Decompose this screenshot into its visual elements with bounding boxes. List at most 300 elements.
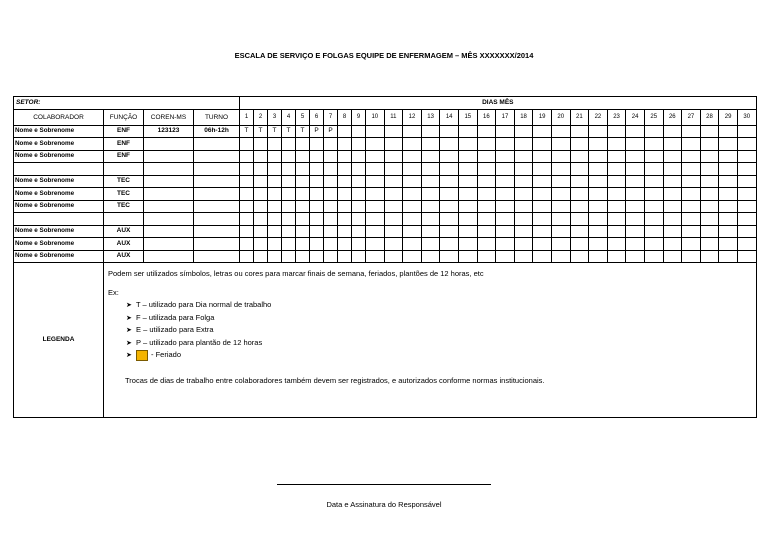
day-cell[interactable] bbox=[282, 225, 296, 238]
day-cell[interactable] bbox=[607, 125, 626, 138]
day-cell[interactable] bbox=[477, 225, 496, 238]
day-cell[interactable] bbox=[551, 213, 570, 226]
day-cell[interactable] bbox=[514, 125, 533, 138]
day-cell[interactable] bbox=[440, 213, 459, 226]
day-cell[interactable] bbox=[644, 188, 663, 201]
day-cell[interactable] bbox=[477, 188, 496, 201]
day-cell[interactable] bbox=[324, 163, 338, 176]
day-cell[interactable] bbox=[421, 175, 440, 188]
day-cell[interactable] bbox=[352, 213, 366, 226]
day-cell[interactable] bbox=[310, 163, 324, 176]
day-cell[interactable] bbox=[496, 250, 515, 263]
day-cell[interactable] bbox=[384, 175, 403, 188]
day-cell[interactable] bbox=[626, 250, 645, 263]
day-cell[interactable] bbox=[324, 188, 338, 201]
day-cell[interactable] bbox=[458, 200, 477, 213]
day-cell[interactable] bbox=[477, 125, 496, 138]
day-cell[interactable] bbox=[338, 138, 352, 151]
day-cell[interactable] bbox=[254, 238, 268, 251]
day-cell[interactable] bbox=[338, 200, 352, 213]
day-cell[interactable]: P bbox=[324, 125, 338, 138]
day-cell[interactable] bbox=[458, 225, 477, 238]
day-cell[interactable] bbox=[324, 175, 338, 188]
day-cell[interactable] bbox=[458, 250, 477, 263]
day-cell[interactable] bbox=[551, 175, 570, 188]
day-cell[interactable] bbox=[626, 150, 645, 163]
day-cell[interactable] bbox=[737, 225, 756, 238]
day-cell[interactable] bbox=[240, 213, 254, 226]
day-cell[interactable] bbox=[477, 163, 496, 176]
day-cell[interactable] bbox=[458, 213, 477, 226]
day-cell[interactable] bbox=[570, 225, 589, 238]
day-cell[interactable] bbox=[366, 175, 385, 188]
day-cell[interactable] bbox=[737, 163, 756, 176]
day-cell[interactable] bbox=[240, 175, 254, 188]
day-cell[interactable] bbox=[352, 200, 366, 213]
day-cell[interactable] bbox=[551, 138, 570, 151]
day-cell[interactable] bbox=[477, 150, 496, 163]
day-cell[interactable] bbox=[644, 213, 663, 226]
day-cell[interactable] bbox=[403, 163, 422, 176]
day-cell[interactable] bbox=[700, 150, 719, 163]
day-cell[interactable] bbox=[310, 138, 324, 151]
day-cell[interactable] bbox=[644, 150, 663, 163]
day-cell[interactable]: T bbox=[282, 125, 296, 138]
day-cell[interactable] bbox=[607, 225, 626, 238]
day-cell[interactable] bbox=[324, 238, 338, 251]
day-cell[interactable] bbox=[682, 150, 701, 163]
day-cell[interactable] bbox=[240, 163, 254, 176]
day-cell[interactable] bbox=[570, 200, 589, 213]
day-cell[interactable] bbox=[440, 138, 459, 151]
day-cell[interactable] bbox=[663, 250, 682, 263]
day-cell[interactable] bbox=[384, 250, 403, 263]
day-cell[interactable] bbox=[352, 175, 366, 188]
day-cell[interactable] bbox=[496, 175, 515, 188]
day-cell[interactable] bbox=[663, 150, 682, 163]
day-cell[interactable] bbox=[737, 188, 756, 201]
day-cell[interactable] bbox=[607, 188, 626, 201]
day-cell[interactable] bbox=[254, 175, 268, 188]
day-cell[interactable]: P bbox=[310, 125, 324, 138]
day-cell[interactable] bbox=[282, 163, 296, 176]
day-cell[interactable] bbox=[384, 138, 403, 151]
day-cell[interactable] bbox=[440, 175, 459, 188]
day-cell[interactable] bbox=[496, 150, 515, 163]
day-cell[interactable] bbox=[533, 250, 552, 263]
day-cell[interactable] bbox=[533, 213, 552, 226]
day-cell[interactable] bbox=[682, 125, 701, 138]
day-cell[interactable] bbox=[719, 188, 738, 201]
day-cell[interactable] bbox=[338, 125, 352, 138]
day-cell[interactable] bbox=[296, 150, 310, 163]
day-cell[interactable] bbox=[626, 188, 645, 201]
day-cell[interactable] bbox=[421, 125, 440, 138]
day-cell[interactable] bbox=[421, 163, 440, 176]
day-cell[interactable] bbox=[338, 163, 352, 176]
day-cell[interactable] bbox=[533, 150, 552, 163]
day-cell[interactable] bbox=[310, 225, 324, 238]
day-cell[interactable] bbox=[663, 125, 682, 138]
day-cell[interactable] bbox=[458, 163, 477, 176]
day-cell[interactable] bbox=[570, 250, 589, 263]
day-cell[interactable] bbox=[551, 225, 570, 238]
day-cell[interactable] bbox=[514, 188, 533, 201]
day-cell[interactable] bbox=[384, 150, 403, 163]
day-cell[interactable] bbox=[352, 238, 366, 251]
day-cell[interactable] bbox=[626, 175, 645, 188]
day-cell[interactable] bbox=[626, 125, 645, 138]
day-cell[interactable] bbox=[338, 175, 352, 188]
day-cell[interactable] bbox=[719, 238, 738, 251]
day-cell[interactable] bbox=[403, 250, 422, 263]
day-cell[interactable] bbox=[700, 225, 719, 238]
day-cell[interactable] bbox=[240, 138, 254, 151]
day-cell[interactable] bbox=[737, 213, 756, 226]
day-cell[interactable] bbox=[282, 238, 296, 251]
day-cell[interactable] bbox=[458, 238, 477, 251]
day-cell[interactable] bbox=[268, 138, 282, 151]
day-cell[interactable] bbox=[570, 163, 589, 176]
day-cell[interactable] bbox=[310, 188, 324, 201]
day-cell[interactable] bbox=[352, 125, 366, 138]
day-cell[interactable] bbox=[403, 238, 422, 251]
day-cell[interactable] bbox=[514, 225, 533, 238]
day-cell[interactable] bbox=[700, 200, 719, 213]
day-cell[interactable] bbox=[589, 150, 608, 163]
day-cell[interactable] bbox=[421, 200, 440, 213]
day-cell[interactable] bbox=[282, 200, 296, 213]
day-cell[interactable] bbox=[366, 138, 385, 151]
day-cell[interactable] bbox=[719, 150, 738, 163]
day-cell[interactable] bbox=[551, 188, 570, 201]
day-cell[interactable] bbox=[268, 163, 282, 176]
day-cell[interactable] bbox=[296, 213, 310, 226]
day-cell[interactable] bbox=[254, 163, 268, 176]
day-cell[interactable] bbox=[551, 200, 570, 213]
day-cell[interactable] bbox=[282, 175, 296, 188]
day-cell[interactable] bbox=[384, 188, 403, 201]
day-cell[interactable] bbox=[496, 163, 515, 176]
day-cell[interactable] bbox=[366, 250, 385, 263]
day-cell[interactable]: T bbox=[268, 125, 282, 138]
day-cell[interactable] bbox=[663, 188, 682, 201]
day-cell[interactable] bbox=[570, 213, 589, 226]
day-cell[interactable] bbox=[440, 163, 459, 176]
day-cell[interactable] bbox=[282, 250, 296, 263]
day-cell[interactable] bbox=[254, 200, 268, 213]
day-cell[interactable] bbox=[682, 188, 701, 201]
day-cell[interactable] bbox=[366, 225, 385, 238]
day-cell[interactable] bbox=[338, 225, 352, 238]
day-cell[interactable] bbox=[268, 150, 282, 163]
day-cell[interactable] bbox=[384, 213, 403, 226]
day-cell[interactable] bbox=[366, 188, 385, 201]
day-cell[interactable] bbox=[477, 250, 496, 263]
day-cell[interactable] bbox=[458, 125, 477, 138]
day-cell[interactable] bbox=[440, 188, 459, 201]
day-cell[interactable] bbox=[421, 150, 440, 163]
day-cell[interactable]: T bbox=[296, 125, 310, 138]
day-cell[interactable] bbox=[682, 163, 701, 176]
day-cell[interactable] bbox=[403, 150, 422, 163]
day-cell[interactable] bbox=[589, 250, 608, 263]
day-cell[interactable] bbox=[421, 225, 440, 238]
day-cell[interactable] bbox=[533, 225, 552, 238]
day-cell[interactable] bbox=[589, 175, 608, 188]
day-cell[interactable] bbox=[589, 125, 608, 138]
day-cell[interactable] bbox=[737, 238, 756, 251]
day-cell[interactable] bbox=[458, 150, 477, 163]
day-cell[interactable] bbox=[421, 238, 440, 251]
day-cell[interactable] bbox=[458, 188, 477, 201]
day-cell[interactable] bbox=[268, 188, 282, 201]
day-cell[interactable] bbox=[496, 200, 515, 213]
day-cell[interactable] bbox=[682, 225, 701, 238]
day-cell[interactable] bbox=[421, 250, 440, 263]
day-cell[interactable] bbox=[366, 200, 385, 213]
day-cell[interactable] bbox=[663, 163, 682, 176]
day-cell[interactable] bbox=[254, 150, 268, 163]
day-cell[interactable] bbox=[682, 200, 701, 213]
day-cell[interactable] bbox=[268, 225, 282, 238]
day-cell[interactable] bbox=[338, 238, 352, 251]
day-cell[interactable] bbox=[719, 250, 738, 263]
day-cell[interactable] bbox=[514, 150, 533, 163]
day-cell[interactable] bbox=[533, 163, 552, 176]
day-cell[interactable] bbox=[268, 200, 282, 213]
day-cell[interactable] bbox=[589, 200, 608, 213]
day-cell[interactable] bbox=[700, 250, 719, 263]
day-cell[interactable] bbox=[607, 138, 626, 151]
day-cell[interactable] bbox=[737, 138, 756, 151]
day-cell[interactable] bbox=[296, 200, 310, 213]
day-cell[interactable] bbox=[352, 138, 366, 151]
day-cell[interactable] bbox=[551, 238, 570, 251]
day-cell[interactable] bbox=[403, 200, 422, 213]
day-cell[interactable] bbox=[719, 125, 738, 138]
day-cell[interactable] bbox=[626, 238, 645, 251]
day-cell[interactable] bbox=[440, 200, 459, 213]
day-cell[interactable] bbox=[737, 200, 756, 213]
day-cell[interactable] bbox=[254, 138, 268, 151]
day-cell[interactable] bbox=[700, 175, 719, 188]
day-cell[interactable] bbox=[644, 225, 663, 238]
day-cell[interactable] bbox=[644, 250, 663, 263]
day-cell[interactable] bbox=[589, 163, 608, 176]
day-cell[interactable] bbox=[403, 125, 422, 138]
day-cell[interactable] bbox=[352, 163, 366, 176]
day-cell[interactable] bbox=[366, 213, 385, 226]
day-cell[interactable] bbox=[589, 138, 608, 151]
day-cell[interactable] bbox=[626, 213, 645, 226]
day-cell[interactable] bbox=[514, 163, 533, 176]
day-cell[interactable] bbox=[310, 150, 324, 163]
day-cell[interactable] bbox=[296, 138, 310, 151]
day-cell[interactable] bbox=[589, 188, 608, 201]
day-cell[interactable]: T bbox=[254, 125, 268, 138]
day-cell[interactable] bbox=[514, 200, 533, 213]
day-cell[interactable] bbox=[338, 188, 352, 201]
day-cell[interactable] bbox=[514, 213, 533, 226]
day-cell[interactable] bbox=[403, 175, 422, 188]
day-cell[interactable] bbox=[682, 250, 701, 263]
day-cell[interactable] bbox=[607, 163, 626, 176]
day-cell[interactable] bbox=[403, 213, 422, 226]
day-cell[interactable] bbox=[310, 200, 324, 213]
day-cell[interactable] bbox=[663, 225, 682, 238]
day-cell[interactable] bbox=[551, 250, 570, 263]
day-cell[interactable] bbox=[700, 163, 719, 176]
day-cell[interactable] bbox=[533, 138, 552, 151]
day-cell[interactable] bbox=[421, 213, 440, 226]
day-cell[interactable] bbox=[719, 200, 738, 213]
day-cell[interactable] bbox=[310, 175, 324, 188]
day-cell[interactable] bbox=[644, 238, 663, 251]
day-cell[interactable] bbox=[366, 125, 385, 138]
day-cell[interactable] bbox=[240, 225, 254, 238]
day-cell[interactable] bbox=[737, 250, 756, 263]
day-cell[interactable] bbox=[496, 188, 515, 201]
day-cell[interactable] bbox=[403, 188, 422, 201]
day-cell[interactable] bbox=[644, 138, 663, 151]
day-cell[interactable] bbox=[626, 163, 645, 176]
day-cell[interactable] bbox=[254, 213, 268, 226]
day-cell[interactable] bbox=[384, 200, 403, 213]
day-cell[interactable] bbox=[700, 213, 719, 226]
day-cell[interactable] bbox=[440, 125, 459, 138]
day-cell[interactable] bbox=[296, 238, 310, 251]
day-cell[interactable] bbox=[477, 213, 496, 226]
day-cell[interactable] bbox=[477, 238, 496, 251]
day-cell[interactable] bbox=[644, 125, 663, 138]
day-cell[interactable] bbox=[296, 250, 310, 263]
day-cell[interactable] bbox=[440, 150, 459, 163]
day-cell[interactable] bbox=[282, 188, 296, 201]
day-cell[interactable] bbox=[607, 175, 626, 188]
day-cell[interactable] bbox=[626, 225, 645, 238]
day-cell[interactable] bbox=[366, 150, 385, 163]
day-cell[interactable] bbox=[403, 225, 422, 238]
day-cell[interactable] bbox=[533, 175, 552, 188]
day-cell[interactable] bbox=[570, 175, 589, 188]
day-cell[interactable] bbox=[338, 213, 352, 226]
day-cell[interactable] bbox=[240, 150, 254, 163]
day-cell[interactable] bbox=[268, 250, 282, 263]
day-cell[interactable] bbox=[514, 175, 533, 188]
day-cell[interactable] bbox=[514, 250, 533, 263]
day-cell[interactable] bbox=[240, 188, 254, 201]
day-cell[interactable] bbox=[533, 200, 552, 213]
day-cell[interactable] bbox=[663, 138, 682, 151]
day-cell[interactable] bbox=[719, 175, 738, 188]
day-cell[interactable] bbox=[607, 213, 626, 226]
day-cell[interactable] bbox=[607, 250, 626, 263]
day-cell[interactable] bbox=[421, 138, 440, 151]
day-cell[interactable] bbox=[477, 138, 496, 151]
day-cell[interactable] bbox=[700, 125, 719, 138]
day-cell[interactable] bbox=[352, 225, 366, 238]
day-cell[interactable]: T bbox=[240, 125, 254, 138]
day-cell[interactable] bbox=[366, 238, 385, 251]
day-cell[interactable] bbox=[282, 138, 296, 151]
day-cell[interactable] bbox=[570, 150, 589, 163]
day-cell[interactable] bbox=[254, 188, 268, 201]
day-cell[interactable] bbox=[737, 125, 756, 138]
day-cell[interactable] bbox=[682, 213, 701, 226]
day-cell[interactable] bbox=[682, 175, 701, 188]
day-cell[interactable] bbox=[570, 125, 589, 138]
day-cell[interactable] bbox=[440, 250, 459, 263]
day-cell[interactable] bbox=[310, 213, 324, 226]
day-cell[interactable] bbox=[440, 225, 459, 238]
day-cell[interactable] bbox=[496, 138, 515, 151]
day-cell[interactable] bbox=[551, 163, 570, 176]
day-cell[interactable] bbox=[352, 188, 366, 201]
day-cell[interactable] bbox=[324, 200, 338, 213]
day-cell[interactable] bbox=[589, 213, 608, 226]
day-cell[interactable] bbox=[719, 138, 738, 151]
day-cell[interactable] bbox=[551, 125, 570, 138]
day-cell[interactable] bbox=[338, 250, 352, 263]
day-cell[interactable] bbox=[700, 238, 719, 251]
day-cell[interactable] bbox=[663, 200, 682, 213]
day-cell[interactable] bbox=[644, 175, 663, 188]
day-cell[interactable] bbox=[607, 238, 626, 251]
day-cell[interactable] bbox=[607, 150, 626, 163]
day-cell[interactable] bbox=[589, 238, 608, 251]
day-cell[interactable] bbox=[589, 225, 608, 238]
day-cell[interactable] bbox=[296, 163, 310, 176]
day-cell[interactable] bbox=[421, 188, 440, 201]
day-cell[interactable] bbox=[338, 150, 352, 163]
day-cell[interactable] bbox=[384, 163, 403, 176]
day-cell[interactable] bbox=[663, 238, 682, 251]
day-cell[interactable] bbox=[477, 175, 496, 188]
day-cell[interactable] bbox=[440, 238, 459, 251]
day-cell[interactable] bbox=[324, 138, 338, 151]
day-cell[interactable] bbox=[403, 138, 422, 151]
day-cell[interactable] bbox=[719, 213, 738, 226]
day-cell[interactable] bbox=[366, 163, 385, 176]
day-cell[interactable] bbox=[240, 200, 254, 213]
day-cell[interactable] bbox=[310, 250, 324, 263]
day-cell[interactable] bbox=[533, 125, 552, 138]
day-cell[interactable] bbox=[682, 138, 701, 151]
day-cell[interactable] bbox=[700, 188, 719, 201]
day-cell[interactable] bbox=[384, 238, 403, 251]
day-cell[interactable] bbox=[737, 175, 756, 188]
day-cell[interactable] bbox=[296, 188, 310, 201]
day-cell[interactable] bbox=[268, 175, 282, 188]
day-cell[interactable] bbox=[324, 213, 338, 226]
day-cell[interactable] bbox=[282, 213, 296, 226]
day-cell[interactable] bbox=[570, 238, 589, 251]
day-cell[interactable] bbox=[296, 175, 310, 188]
day-cell[interactable] bbox=[282, 150, 296, 163]
day-cell[interactable] bbox=[496, 213, 515, 226]
day-cell[interactable] bbox=[254, 225, 268, 238]
day-cell[interactable] bbox=[324, 225, 338, 238]
day-cell[interactable] bbox=[496, 225, 515, 238]
day-cell[interactable] bbox=[268, 213, 282, 226]
day-cell[interactable] bbox=[737, 150, 756, 163]
day-cell[interactable] bbox=[496, 238, 515, 251]
day-cell[interactable] bbox=[458, 138, 477, 151]
day-cell[interactable] bbox=[626, 200, 645, 213]
day-cell[interactable] bbox=[310, 238, 324, 251]
day-cell[interactable] bbox=[324, 250, 338, 263]
